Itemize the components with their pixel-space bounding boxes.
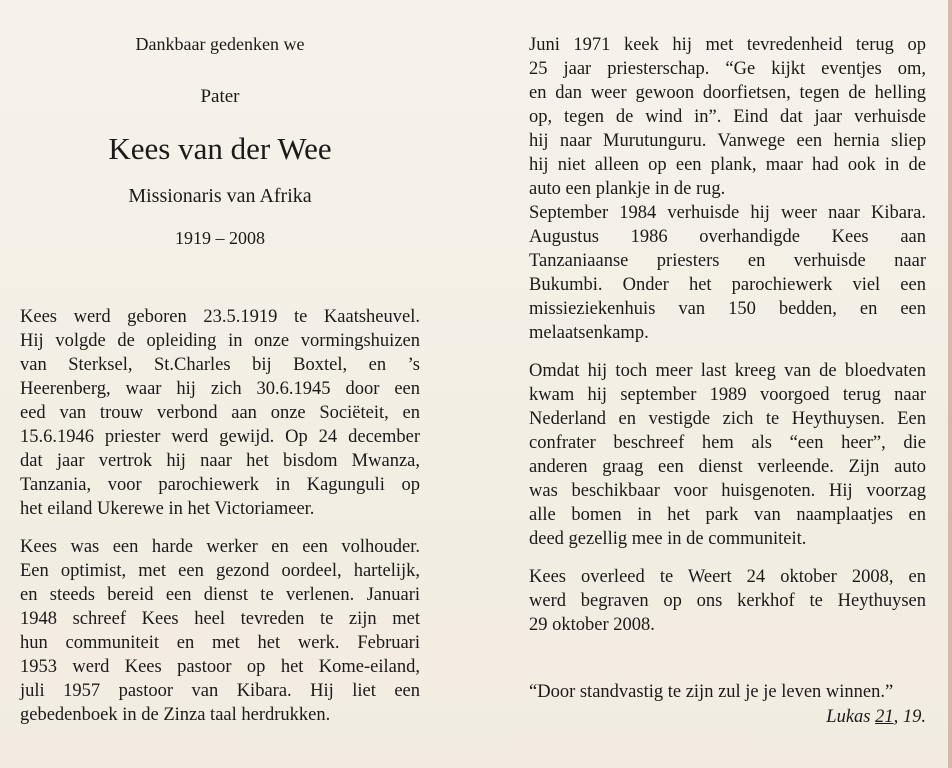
text-line: hun communiteit en met het werk. Februari <box>20 633 420 653</box>
text-line: anderen graag een dienst verleende. Zijn auto <box>529 457 926 477</box>
text-line: Een optimist, met een gezond oordeel, hartelijk, <box>20 561 420 581</box>
text-line: Juni 1971 keek hij met tevredenheid terug op <box>529 35 926 55</box>
left-column <box>20 305 420 727</box>
card-edge <box>948 0 952 768</box>
text-line: alle bomen in het park van naamplaatjes en <box>529 505 926 525</box>
text-line: melaatsenkamp. <box>529 323 649 343</box>
text-line: Tanzaniaanse priesters en verhuisde naar <box>529 251 926 271</box>
text-line: en steeds bereid een dienst te verlenen. Januari <box>20 585 420 605</box>
paragraph-work <box>20 535 420 727</box>
text-line: Kees was een harde werker en een volhouder. <box>20 537 420 557</box>
intro-line: Dankbaar gedenken we <box>135 34 305 54</box>
text-line: op, tegen de wind in”. Eind dat jaar verhuisde <box>529 107 926 127</box>
text-line: Kees overleed te Weert 24 oktober 2008, en <box>529 567 926 587</box>
text-line: Hij volgde de opleiding in onze vormingshuizen <box>20 331 420 351</box>
text-line: van Sterksel, St.Charles bij Boxtel, en ’s <box>20 355 420 375</box>
text-line: Kees werd geboren 23.5.1919 te Kaatsheuvel. <box>20 307 420 327</box>
text-line: September 1984 verhuisde hij weer naar Kibara. <box>529 203 926 223</box>
source-chapter: 21 <box>875 707 894 727</box>
text-line: het eiland Ukerewe in het Victoriameer. <box>20 499 315 519</box>
text-line: deed gezellig mee in de communiteit. <box>529 529 807 549</box>
source-book: Lukas <box>826 707 871 727</box>
text-line: auto een plankje in de rug. <box>529 179 726 199</box>
text-line: was beschikbaar voor huisgenoten. Hij voorzag <box>529 481 926 501</box>
text-line: dat jaar vertrok hij naar het bisdom Mwanza, <box>20 451 420 471</box>
text-line: werd begraven op ons kerkhof te Heythuysen <box>529 591 926 611</box>
paragraph-jubilee <box>529 33 926 201</box>
paragraph-return <box>529 359 926 551</box>
text-line: hij niet alleen op een plank, maar had ook in de <box>529 155 926 175</box>
quote-source <box>529 707 926 728</box>
text-line: eed van trouw verbond aan onze Sociëteit, en <box>20 403 420 423</box>
text-line: Nederland en vestigde zich te Heythuysen. Een <box>529 409 926 429</box>
text-line: 1948 schreef Kees heel tevreden te zijn met <box>20 609 420 629</box>
paragraph-birth <box>20 305 420 521</box>
text-line: 1953 werd Kees pastoor op het Kome-eiland, <box>20 657 420 677</box>
bible-quote: “Door standvastig te zijn zul je je leven winnen.” <box>529 682 894 702</box>
text-line: 25 jaar priesterschap. “Ge kijkt eventjes om, <box>529 59 926 79</box>
text-line: en dan weer gewoon doorfietsen, tegen de helling <box>529 83 926 103</box>
source-comma: , <box>893 707 899 727</box>
life-years: 1919 – 2008 <box>175 228 265 248</box>
right-column <box>529 33 926 637</box>
text-line: Tanzania, voor parochiewerk in Kagunguli op <box>20 475 420 495</box>
text-line: Augustus 1986 overhandigde Kees aan <box>529 227 926 247</box>
text-line: Bukumbi. Onder het parochiewerk viel een <box>529 275 926 295</box>
text-line: Heerenberg, waar hij zich 30.6.1945 door een <box>20 379 420 399</box>
text-line: Omdat hij toch meer last kreeg van de bloedvaten <box>529 361 926 381</box>
text-line: kwam hij september 1989 voorgoed terug naar <box>529 385 926 405</box>
text-line: juli 1957 pastoor van Kibara. Hij liet een <box>20 681 420 701</box>
order-line: Missionaris van Afrika <box>128 185 312 207</box>
title-line: Pater <box>200 86 240 107</box>
text-line: missieziekenhuis van 150 bedden, en een <box>529 299 926 319</box>
text-line: 15.6.1946 priester werd gewijd. Op 24 december <box>20 427 420 447</box>
deceased-name: Kees van der Wee <box>108 131 332 166</box>
text-line: gebedenboek in de Zinza taal herdrukken. <box>20 705 331 725</box>
source-verse: 19. <box>902 707 926 727</box>
text-line: hij naar Murutunguru. Vanwege een hernia sliep <box>529 131 926 151</box>
paragraph-death <box>529 565 926 637</box>
paragraph-kibara <box>529 201 926 345</box>
text-line: confrater beschreef hem als “een heer”, die <box>529 433 926 453</box>
text-line: 29 oktober 2008. <box>529 615 655 635</box>
